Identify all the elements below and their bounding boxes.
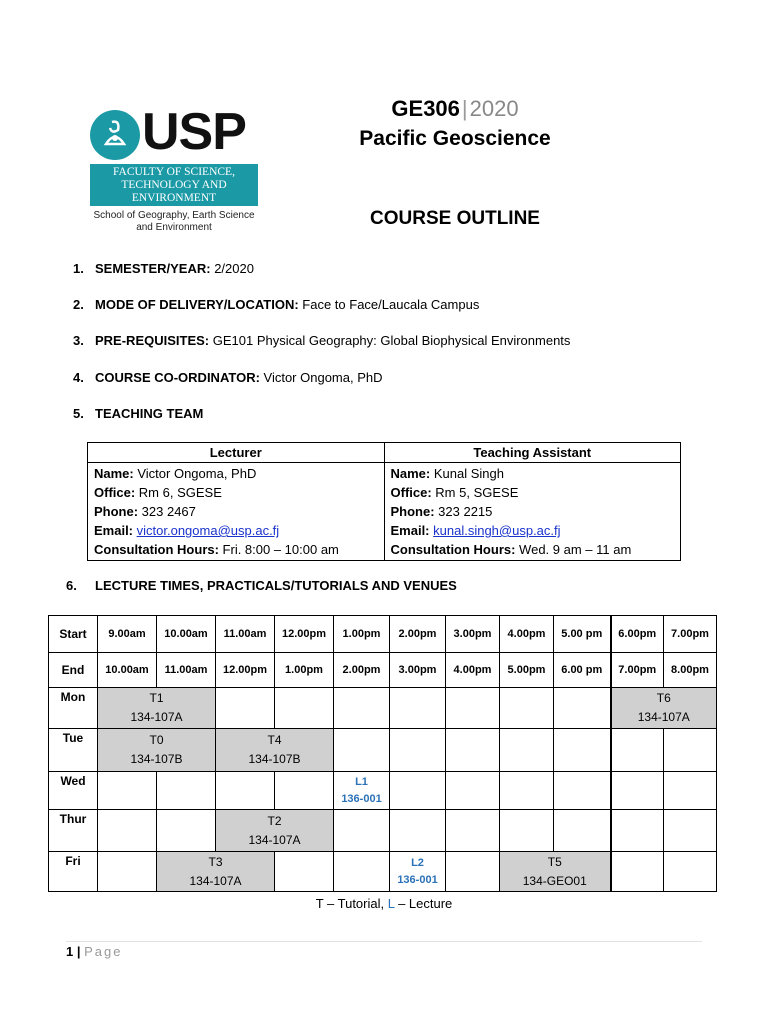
end-time: 1.00pm [275, 653, 334, 688]
session-room: 134-107B [248, 752, 301, 766]
logo-faculty-band [90, 164, 258, 206]
timetable [48, 615, 717, 892]
item-number: 3. [73, 333, 84, 348]
item-label: SEMESTER/YEAR: [95, 261, 211, 276]
legend-lecture: – Lecture [394, 896, 453, 911]
end-time: 7.00pm [611, 653, 664, 688]
field-value: Fri. 8:00 – 10:00 am [218, 542, 339, 557]
lecturer-email-link[interactable]: victor.ongoma@usp.ac.fj [136, 523, 280, 538]
document-title: COURSE OUTLINE [370, 208, 540, 229]
footer-rule [66, 941, 702, 942]
empty-slot [554, 688, 611, 729]
lecturer-cell [88, 463, 385, 561]
legend-tutorial: T – Tutorial, [315, 896, 388, 911]
day-label: Mon [49, 688, 98, 729]
assistant-cell [384, 463, 681, 561]
empty-slot [554, 729, 611, 772]
day-label: Tue [49, 729, 98, 772]
assistant-office [391, 483, 675, 502]
empty-slot [390, 772, 446, 810]
empty-slot [446, 852, 500, 892]
item-number: 2. [73, 297, 84, 312]
field-value: 323 2467 [138, 504, 196, 519]
session-code: L1 [355, 775, 368, 788]
field-value: Victor Ongoma, PhD [133, 466, 257, 481]
logo-band-line: FACULTY OF SCIENCE, [113, 166, 235, 178]
item-value: 2/2020 [210, 261, 254, 276]
end-time: 8.00pm [664, 653, 717, 688]
field-key: Consultation Hours: [390, 542, 516, 557]
session-thu-t2 [216, 810, 334, 852]
day-row-mon [49, 688, 717, 729]
start-time: 5.00 pm [554, 616, 611, 653]
session-code: L2 [411, 856, 424, 869]
empty-slot [334, 729, 390, 772]
start-time: 1.00pm [334, 616, 390, 653]
session-code: T4 [267, 733, 282, 747]
end-time: 11.00am [157, 653, 216, 688]
lecturer-office [94, 483, 378, 502]
empty-slot [611, 772, 664, 810]
session-code: T2 [267, 813, 282, 828]
lecturer-hours [94, 540, 378, 559]
logo-sub-line: School of Geography, Earth Science [93, 210, 255, 221]
assistant-email [391, 521, 675, 540]
field-value: Wed. 9 am – 11 am [515, 542, 632, 557]
empty-slot [446, 688, 500, 729]
item-number: 5. [73, 406, 84, 421]
start-time: 4.00pm [500, 616, 554, 653]
empty-slot [611, 852, 664, 892]
logo-school-name [88, 210, 260, 234]
field-key: Office: [94, 485, 136, 500]
item-delivery [73, 297, 479, 312]
empty-slot [664, 810, 717, 852]
empty-slot [664, 852, 717, 892]
assistant-email-link[interactable]: kunal.singh@usp.ac.fj [433, 523, 561, 538]
start-row [49, 616, 717, 653]
legend-lecture-key: L [387, 896, 395, 911]
day-label: Thur [49, 810, 98, 852]
day-row-fri [49, 852, 717, 892]
session-tue-t4 [216, 729, 334, 772]
empty-slot [275, 852, 334, 892]
item-label: COURSE CO-ORDINATOR: [95, 370, 260, 385]
course-code-line [330, 95, 580, 123]
usp-logo [88, 103, 260, 238]
assistant-phone [391, 502, 675, 521]
empty-slot [611, 729, 664, 772]
lecturer-phone [94, 502, 378, 521]
session-code: T0 [149, 733, 164, 747]
teaching-team-table [87, 442, 681, 561]
item-value: GE101 Physical Geography: Global Biophysical Environments [209, 333, 571, 348]
field-value: Rm 6, SGESE [135, 485, 222, 500]
session-code: T3 [208, 854, 223, 869]
course-title: Pacific Geoscience [359, 127, 551, 150]
lecturer-email [94, 521, 378, 540]
session-mon-t1 [98, 688, 216, 729]
session-room: 134-107A [637, 710, 690, 724]
field-key: Email: [94, 523, 134, 538]
logo-top [88, 103, 260, 162]
empty-slot [334, 688, 390, 729]
item-number: 4. [73, 370, 84, 385]
logo-band-line: ENVIRONMENT [131, 192, 217, 204]
start-time: 6.00pm [611, 616, 664, 653]
item-semester [73, 261, 254, 276]
page-word: Page [84, 944, 123, 959]
assistant-header: Teaching Assistant [384, 443, 681, 463]
item-coordinator [73, 370, 383, 385]
field-value: Rm 5, SGESE [431, 485, 519, 500]
item-value: Face to Face/Laucala Campus [298, 297, 480, 312]
empty-slot [275, 772, 334, 810]
start-time: 12.00pm [275, 616, 334, 653]
session-mon-t6 [611, 688, 717, 729]
day-label: Fri [49, 852, 98, 892]
start-time: 10.00am [157, 616, 216, 653]
usp-emblem-icon [90, 110, 140, 160]
session-tue-t0 [98, 729, 216, 772]
empty-slot [216, 688, 275, 729]
empty-slot [157, 810, 216, 852]
empty-slot [500, 772, 554, 810]
session-room: 134-GEO01 [522, 873, 587, 888]
field-key: Phone: [390, 504, 435, 519]
assistant-name [391, 464, 675, 483]
empty-slot [446, 772, 500, 810]
empty-slot [446, 810, 500, 852]
empty-slot [611, 810, 664, 852]
end-time: 2.00pm [334, 653, 390, 688]
field-key: Phone: [94, 504, 139, 519]
empty-slot [664, 772, 717, 810]
end-row [49, 653, 717, 688]
field-key: Name: [390, 466, 431, 481]
course-header [330, 95, 580, 151]
start-time: 3.00pm [446, 616, 500, 653]
start-time: 11.00am [216, 616, 275, 653]
end-time: 6.00 pm [554, 653, 611, 688]
empty-slot [216, 772, 275, 810]
start-time: 2.00pm [390, 616, 446, 653]
empty-slot [275, 688, 334, 729]
empty-slot [500, 729, 554, 772]
course-code: GE306 [391, 96, 460, 121]
session-room: 134-107A [189, 873, 242, 888]
day-label: Wed [49, 772, 98, 810]
end-time: 10.00am [98, 653, 157, 688]
logo-sub-line: and Environment [136, 222, 212, 233]
empty-slot [98, 772, 157, 810]
end-time: 4.00pm [446, 653, 500, 688]
course-year: 2020 [469, 96, 519, 121]
lecturer-header: Lecturer [88, 443, 385, 463]
session-room: 136-001 [341, 792, 382, 805]
empty-slot [334, 852, 390, 892]
empty-slot [390, 810, 446, 852]
session-room: 136-001 [397, 873, 438, 886]
field-key: Office: [390, 485, 432, 500]
empty-slot [500, 688, 554, 729]
empty-slot [554, 810, 611, 852]
field-value: 323 2215 [434, 504, 493, 519]
day-row-tue [49, 729, 717, 772]
item-lecture-times [66, 578, 457, 593]
page-bar: | [73, 944, 85, 959]
session-room: 134-107B [130, 752, 183, 766]
page-number: 1 [66, 944, 74, 959]
logo-band-line: TECHNOLOGY AND [121, 179, 227, 191]
field-key: Email: [390, 523, 430, 538]
empty-slot [98, 852, 157, 892]
item-label: LECTURE TIMES, PRACTICALS/TUTORIALS AND VENUES [95, 578, 457, 593]
session-code: T5 [547, 854, 562, 869]
item-prerequisites [73, 333, 570, 348]
lecturer-name [94, 464, 378, 483]
empty-slot [554, 772, 611, 810]
field-value: Kunal Singh [430, 466, 504, 481]
empty-slot [664, 729, 717, 772]
end-time: 3.00pm [390, 653, 446, 688]
field-key: Name: [94, 466, 134, 481]
day-row-thur [49, 810, 717, 852]
empty-slot [98, 810, 157, 852]
session-wed-l1 [334, 772, 390, 810]
start-time: 7.00pm [664, 616, 717, 653]
item-teaching-team [73, 406, 203, 421]
item-number: 1. [73, 261, 84, 276]
logo-wordmark: USP [142, 103, 246, 161]
start-time: 9.00am [98, 616, 157, 653]
item-number: 6. [66, 578, 77, 593]
empty-slot [157, 772, 216, 810]
empty-slot [334, 810, 390, 852]
session-fri-l2 [390, 852, 446, 892]
empty-slot [446, 729, 500, 772]
session-room: 134-107A [248, 832, 301, 847]
page-footer [66, 944, 122, 959]
session-room: 134-107A [130, 710, 183, 724]
session-code: T6 [656, 691, 671, 705]
session-code: T1 [149, 691, 164, 705]
end-time: 12.00pm [216, 653, 275, 688]
empty-slot [390, 729, 446, 772]
item-label: TEACHING TEAM [95, 406, 204, 421]
item-label: MODE OF DELIVERY/LOCATION: [95, 297, 299, 312]
field-key: Consultation Hours: [94, 542, 219, 557]
item-value: Victor Ongoma, PhD [259, 370, 383, 385]
session-fri-t5 [500, 852, 611, 892]
empty-slot [500, 810, 554, 852]
code-separator: | [461, 96, 468, 121]
session-fri-t3 [157, 852, 275, 892]
item-label: PRE-REQUISITES: [95, 333, 210, 348]
end-label: End [49, 653, 98, 688]
empty-slot [390, 688, 446, 729]
end-time: 5.00pm [500, 653, 554, 688]
timetable-legend [0, 896, 768, 911]
start-label: Start [49, 616, 98, 653]
assistant-hours [391, 540, 675, 559]
day-row-wed [49, 772, 717, 810]
